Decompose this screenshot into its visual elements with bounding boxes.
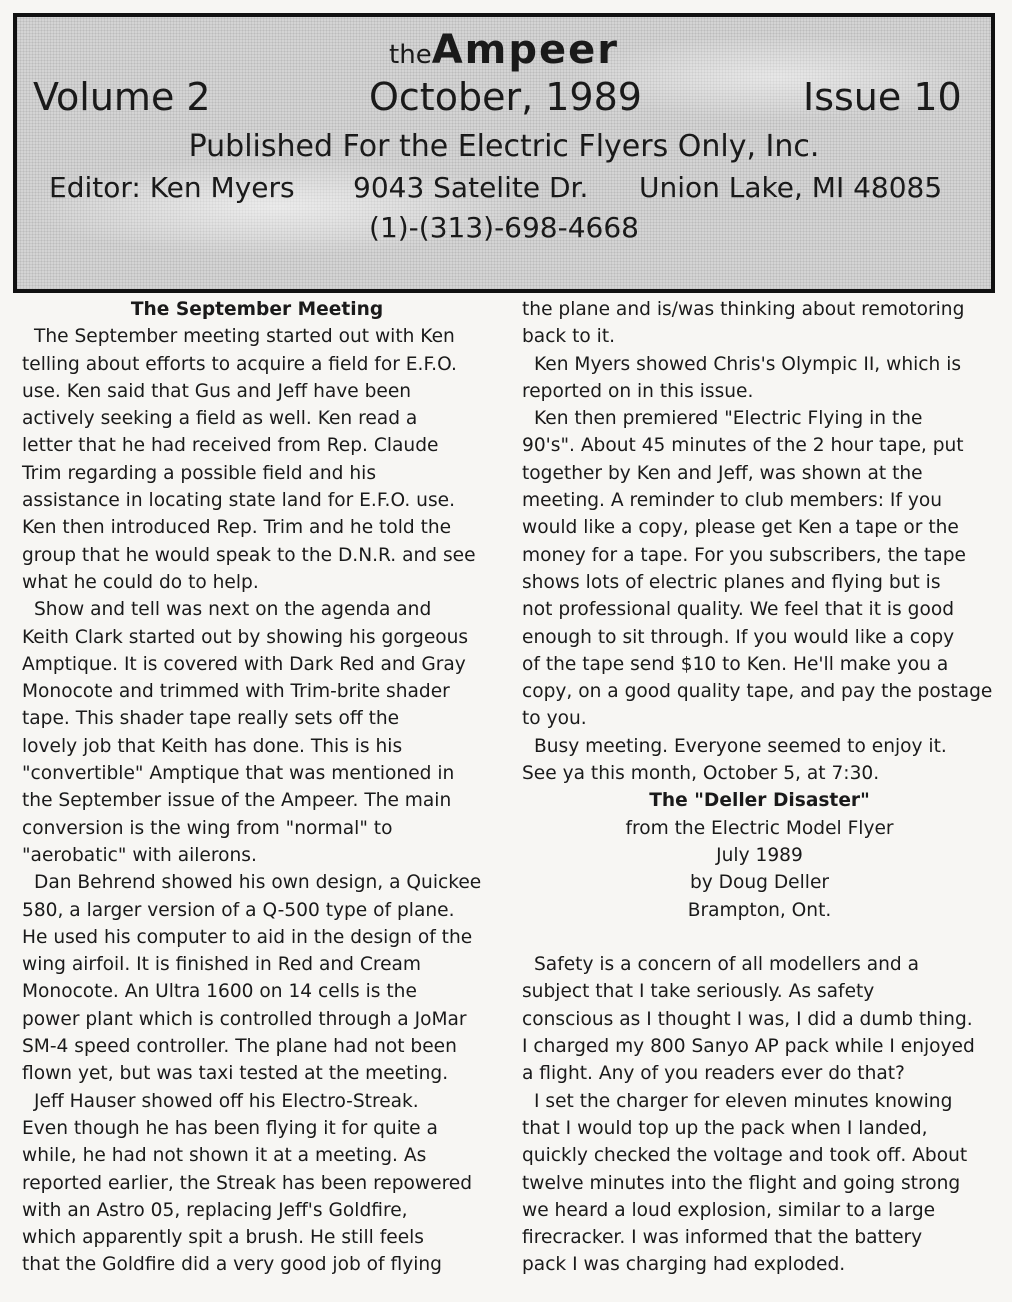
masthead-volume-line	[17, 75, 991, 125]
text-line: with an Astro 05, replacing Jeff's Goldfire,	[22, 1199, 408, 1221]
text-line: we heard a loud explosion, similar to a large	[522, 1199, 936, 1221]
text-line: 580, a larger version of a Q-500 type of plane.	[22, 899, 455, 921]
newsletter-name: Ampeer	[431, 27, 619, 73]
text-line: group that he would speak to the D.N.R. and see	[22, 544, 476, 566]
text-line: Safety is a concern of all modellers and a	[534, 954, 920, 976]
text-line: enough to sit through. If you would like a copy	[522, 626, 955, 648]
text-line: together by Ken and Jeff, was shown at the	[522, 462, 923, 484]
text-line: use. Ken said that Gus and Jeff have been	[22, 380, 412, 402]
text-line: reported on in this issue.	[522, 380, 754, 402]
text-line: Trim regarding a possible field and his	[22, 462, 377, 484]
publisher-line: Published For the Electric Flyers Only, Inc.	[188, 129, 820, 164]
editor-street: 9043 Satelite Dr.	[353, 171, 589, 204]
text-line: back to it.	[522, 326, 616, 348]
text-line: See ya this month, October 5, at 7:30.	[522, 763, 880, 785]
text-line: The September meeting started out with Ken	[34, 326, 455, 348]
text-line: that I would top up the pack when I landed,	[522, 1117, 928, 1139]
text-line: to you.	[522, 708, 587, 730]
text-line: not professional quality. We feel that it is good	[522, 599, 955, 621]
text-line: copy, on a good quality tape, and pay the postage	[522, 681, 993, 703]
editor-line	[17, 171, 991, 211]
text-line: of the tape send $10 to Ken. He'll make you a	[522, 653, 949, 675]
text-line: twelve minutes into the flight and going strong	[522, 1172, 961, 1194]
byline-source: from the Electric Model Flyer	[625, 817, 894, 839]
text-line: pack I was charging had exploded.	[522, 1254, 846, 1276]
editor-city: Union Lake, MI 48085	[639, 171, 943, 204]
text-line: a flight. Any of you readers ever do that?	[522, 1063, 905, 1085]
text-line: the plane and is/was thinking about remotoring	[522, 299, 965, 320]
masthead-the: the	[389, 40, 432, 70]
volume-number: Volume 2	[33, 75, 211, 119]
byline-date: July 1989	[716, 844, 803, 866]
right-column	[522, 296, 997, 1279]
text-line: tape. This shader tape really sets off the	[22, 708, 400, 730]
text-line: wing airfoil. It is finished in Red and Cream	[22, 954, 422, 976]
text-line: meeting. A reminder to club members: If you	[522, 490, 943, 512]
text-line: SM-4 speed controller. The plane had not been	[22, 1036, 457, 1058]
text-line: telling about efforts to acquire a field for E.F.O.	[22, 353, 457, 375]
text-line: firecracker. I was informed that the battery	[522, 1227, 923, 1249]
text-line: money for a tape. For you subscribers, the tape	[522, 544, 966, 566]
text-line: Jeff Hauser showed off his Electro-Streak.	[34, 1090, 419, 1112]
masthead	[13, 13, 995, 293]
text-line: which apparently spit a brush. He still feels	[22, 1227, 424, 1249]
text-line: Busy meeting. Everyone seemed to enjoy it.	[534, 735, 947, 757]
text-line: the September issue of the Ampeer. The main	[22, 790, 452, 812]
text-line: "aerobatic" with ailerons.	[22, 844, 257, 866]
text-line: conversion is the wing from "normal" to	[22, 817, 393, 839]
text-line: would like a copy, please get Ken a tape or the	[522, 517, 959, 539]
text-line: Amptique. It is covered with Dark Red and Gray	[22, 653, 466, 675]
issue-number: Issue 10	[803, 75, 962, 119]
article-heading-september-meeting: The September Meeting	[130, 299, 384, 320]
text-line: reported earlier, the Streak has been repowered	[22, 1172, 473, 1194]
paragraph-spacer	[522, 924, 997, 951]
text-line: 90's". About 45 minutes of the 2 hour tape, put	[522, 435, 964, 457]
left-column	[22, 296, 492, 1279]
masthead-title	[17, 27, 991, 73]
text-line: He used his computer to aid in the design of the	[22, 926, 473, 948]
phone-number: (1)-(313)-698-4668	[369, 211, 639, 244]
text-line: power plant which is controlled through a JoMar	[22, 1008, 467, 1030]
text-line: subject that I take seriously. As safety	[522, 981, 875, 1003]
text-line: actively seeking a field as well. Ken read a	[22, 408, 418, 430]
text-line: Monocote. An Ultra 1600 on 14 cells is the	[22, 981, 417, 1003]
issue-date: October, 1989	[369, 75, 642, 119]
text-line: Keith Clark started out by showing his gorgeous	[22, 626, 469, 648]
text-line: assistance in locating state land for E.F.O. use.	[22, 490, 455, 512]
text-line: "convertible" Amptique that was mentioned in	[22, 763, 455, 785]
editor-name: Editor: Ken Myers	[49, 171, 295, 204]
text-line: shows lots of electric planes and flying but is	[522, 571, 941, 593]
text-line: I charged my 800 Sanyo AP pack while I enjoyed	[522, 1036, 975, 1058]
text-line: letter that he had received from Rep. Claude	[22, 435, 439, 457]
text-line: lovely job that Keith has done. This is his	[22, 735, 403, 757]
text-line: Dan Behrend showed his own design, a Quickee	[34, 872, 482, 894]
text-line: Ken then introduced Rep. Trim and he told the	[22, 517, 452, 539]
text-line: Monocote and trimmed with Trim-brite shader	[22, 681, 450, 703]
text-line: quickly checked the voltage and took off. About	[522, 1145, 968, 1167]
text-line: what he could do to help.	[22, 571, 259, 593]
byline-location: Brampton, Ont.	[687, 899, 832, 921]
text-line: that the Goldfire did a very good job of flying	[22, 1254, 442, 1276]
article-heading-deller-disaster: The "Deller Disaster"	[649, 790, 870, 812]
text-line: Even though he has been flying it for quite a	[22, 1117, 438, 1139]
text-line: I set the charger for eleven minutes knowing	[534, 1090, 953, 1112]
text-line: Show and tell was next on the agenda and	[34, 599, 432, 621]
text-line: conscious as I thought I was, I did a dumb thing.	[522, 1008, 973, 1030]
text-line: while, he had not shown it at a meeting. As	[22, 1145, 427, 1167]
text-line: Ken then premiered "Electric Flying in the	[534, 408, 923, 430]
byline-author: by Doug Deller	[689, 872, 830, 894]
text-line: Ken Myers showed Chris's Olympic II, which is	[534, 353, 962, 375]
text-line: flown yet, but was taxi tested at the meeting.	[22, 1063, 449, 1085]
